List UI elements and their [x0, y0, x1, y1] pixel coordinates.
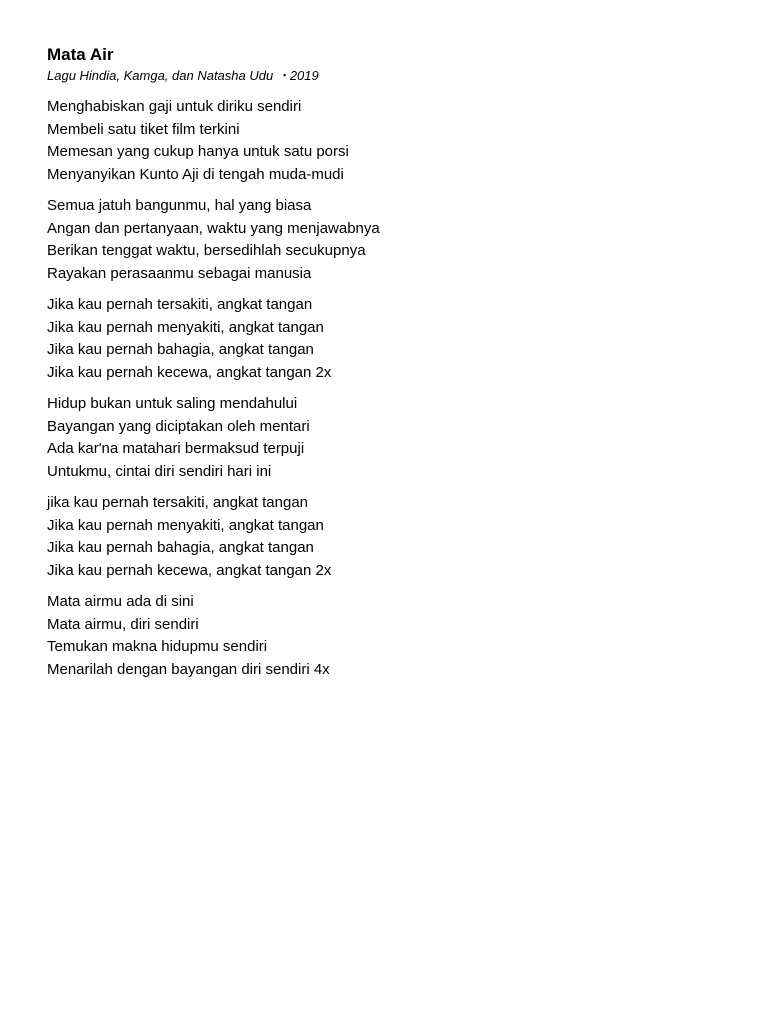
stanza-5 [47, 492, 727, 582]
song-credits: Lagu Hindia, Kamga, dan Natasha Udu ・2019 [47, 68, 319, 83]
lyrics-page [47, 44, 727, 690]
lyric-line: Jika kau pernah tersakiti, angkat tangan [47, 296, 313, 313]
lyric-line: jika kau pernah tersakiti, angkat tangan [47, 494, 308, 511]
lyric-line: Untukmu, cintai diri sendiri hari ini [47, 462, 272, 480]
lyric-line: Ada kar'na matahari bermaksud terpuji [47, 440, 305, 457]
lyric-line: Jika kau pernah menyakiti, angkat tangan [47, 516, 324, 534]
lyric-line: Jika kau pernah menyakiti, angkat tangan [47, 318, 324, 336]
lyric-line: Rayakan perasaanmu sebagai manusia [47, 264, 312, 282]
stanza-4 [47, 393, 727, 483]
lyric-line: Jika kau pernah kecewa, angkat tangan 2x [47, 561, 332, 579]
lyric-line: Jika kau pernah kecewa, angkat tangan 2x [47, 363, 332, 381]
lyric-line: Memesan yang cukup hanya untuk satu porsi [47, 143, 349, 160]
lyric-line: Semua jatuh bangunmu, hal yang biasa [47, 197, 312, 214]
stanza-3 [47, 294, 727, 384]
lyric-line: Menyanyikan Kunto Aji di tengah muda-mudi [47, 165, 344, 183]
song-title: Mata Air [47, 45, 114, 64]
lyric-line: Jika kau pernah bahagia, angkat tangan [47, 539, 314, 556]
lyric-line: Bayangan yang diciptakan oleh mentari [47, 417, 310, 435]
stanza-6 [47, 591, 727, 681]
lyric-line: Berikan tenggat waktu, bersedihlah secukupnya [47, 242, 366, 259]
lyric-line: Mata airmu, diri sendiri [47, 615, 199, 633]
lyric-line: Mata airmu ada di sini [47, 593, 194, 610]
lyric-line: Menghabiskan gaji untuk diriku sendiri [47, 98, 302, 115]
stanza-2 [47, 195, 727, 285]
lyrics-body [47, 96, 727, 681]
lyric-line: Hidup bukan untuk saling mendahului [47, 395, 298, 412]
lyric-line: Jika kau pernah bahagia, angkat tangan [47, 341, 314, 358]
lyric-line: Temukan makna hidupmu sendiri [47, 638, 268, 655]
lyric-line: Angan dan pertanyaan, waktu yang menjawabnya [47, 219, 380, 237]
stanza-1 [47, 96, 727, 186]
lyric-line: Membeli satu tiket film terkini [47, 120, 240, 138]
lyric-line: Menarilah dengan bayangan diri sendiri 4x [47, 660, 330, 678]
